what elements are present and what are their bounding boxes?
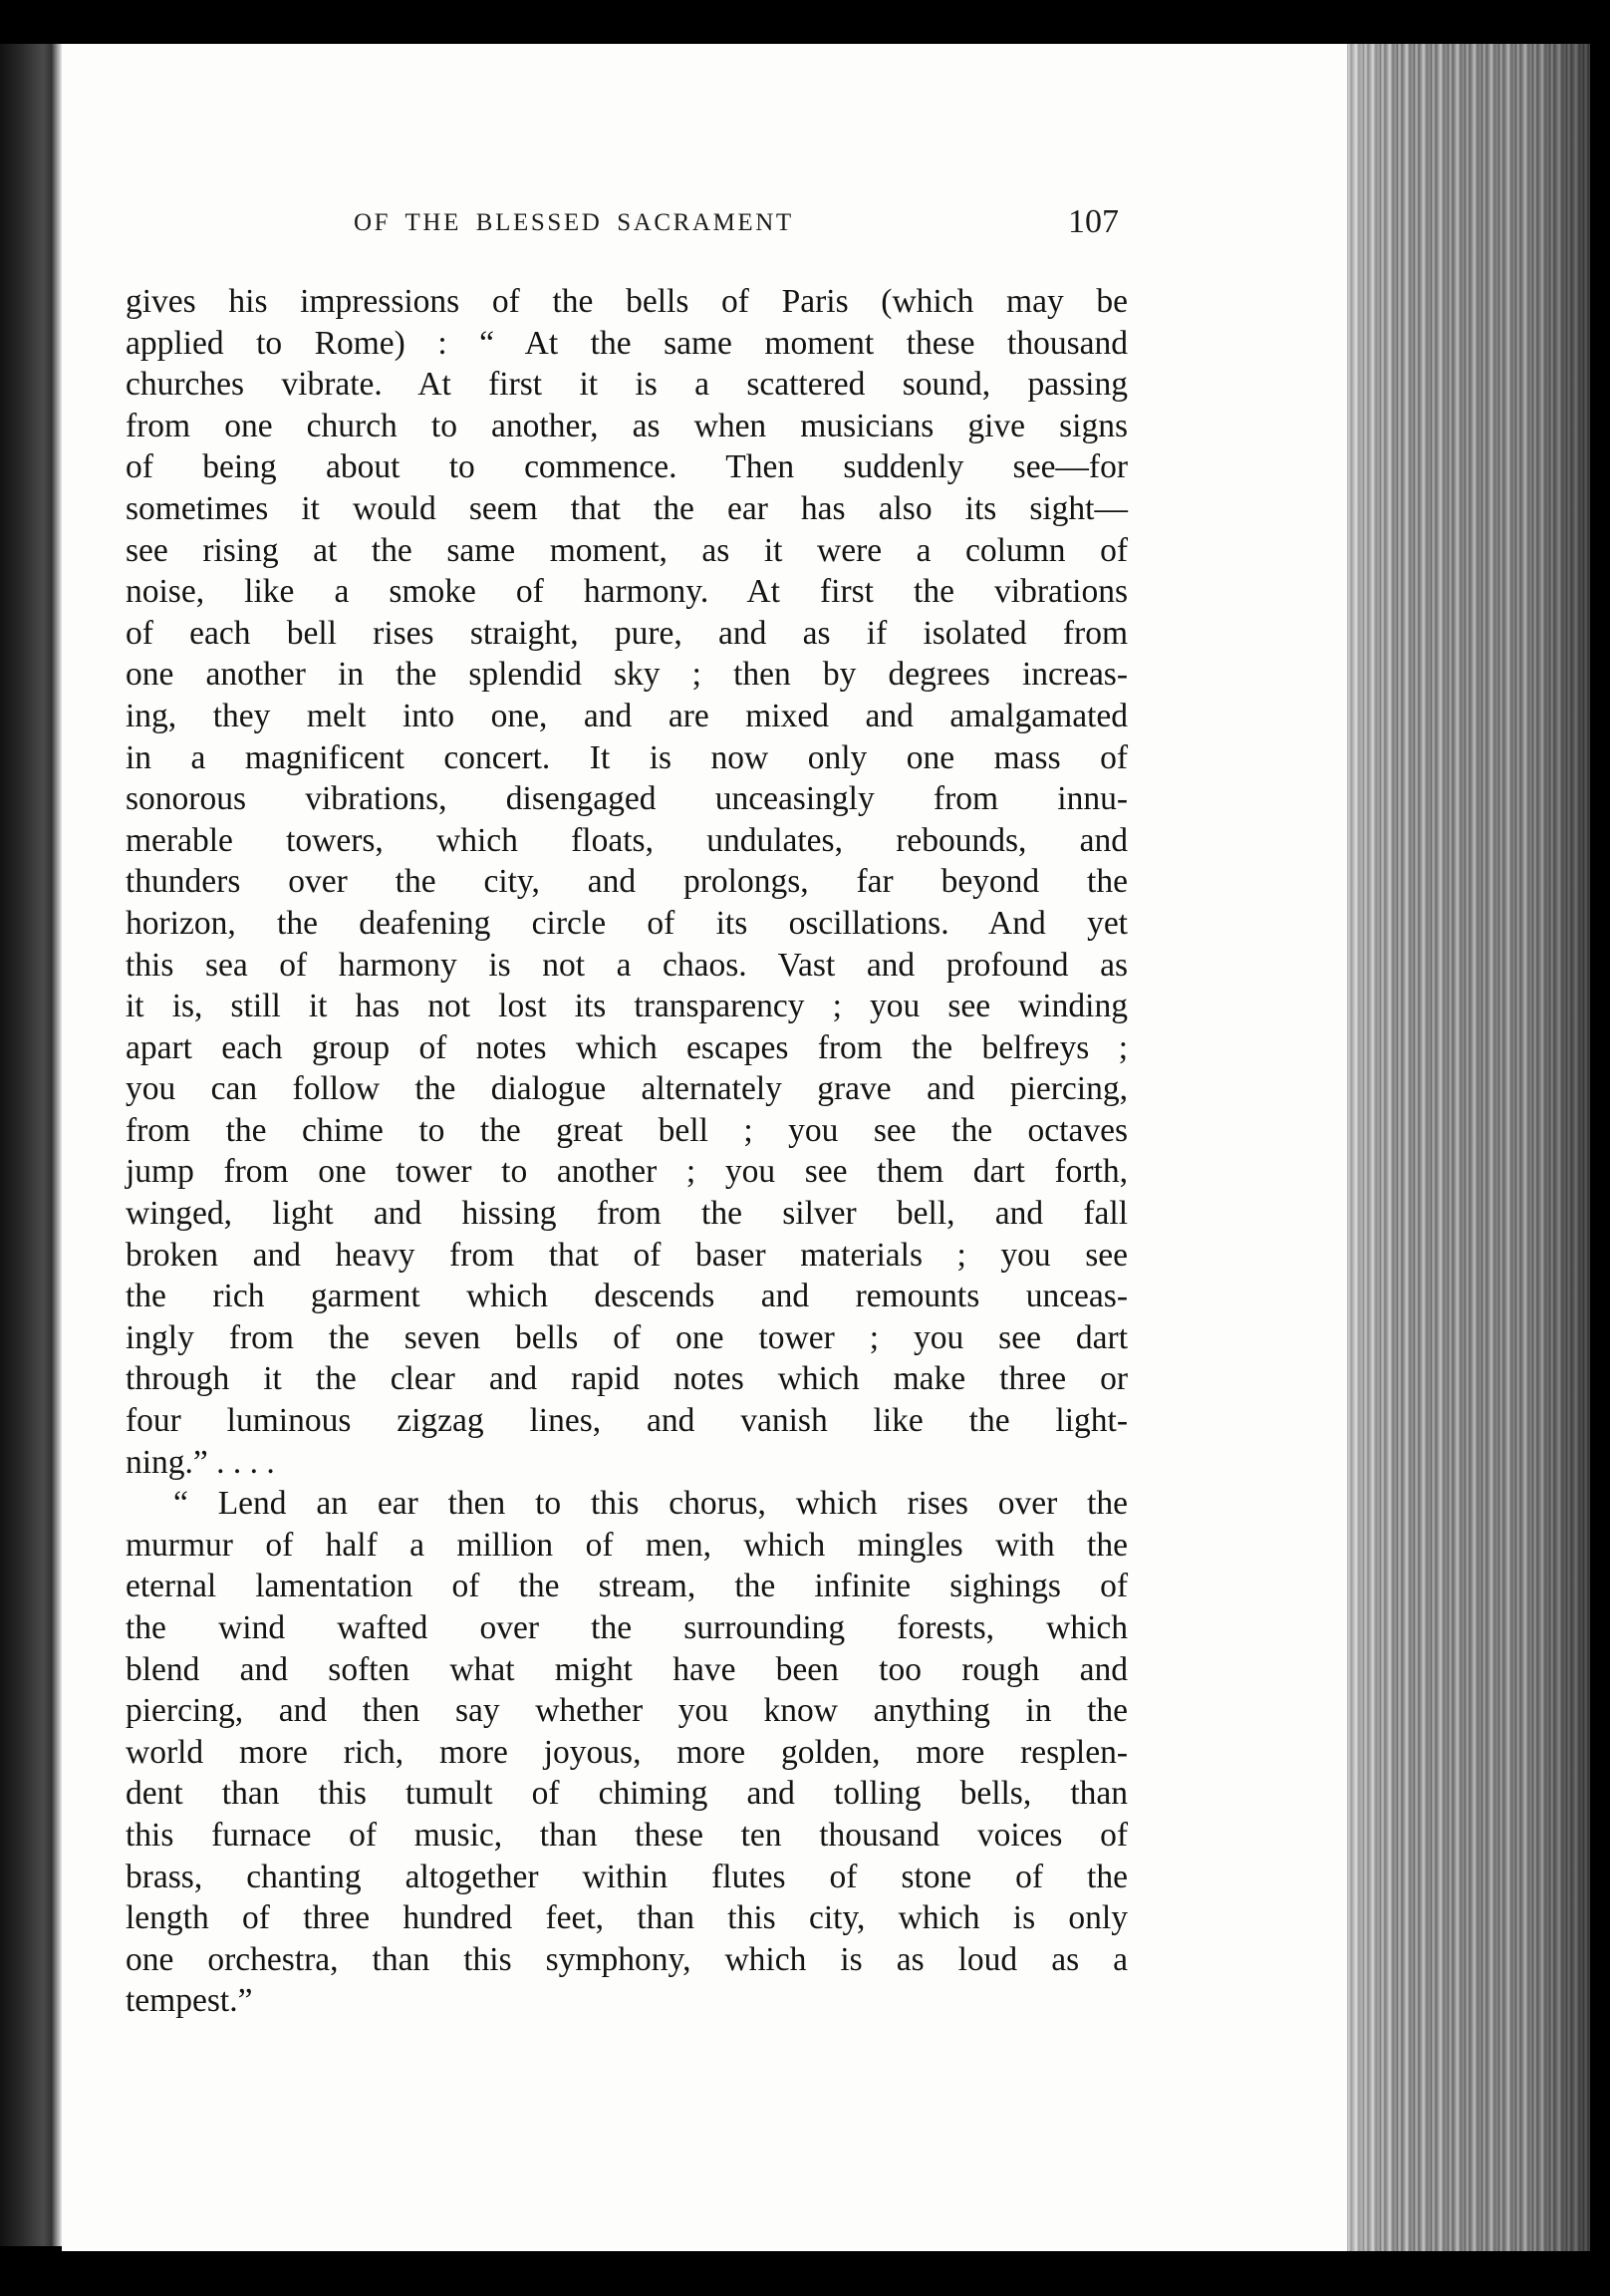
text-line: horizon, the deafening circle of its oscillations. And yet [126,904,1128,942]
text-line: this furnace of music, than these ten thousand voices of [126,1816,1128,1854]
text-line: the wind wafted over the surrounding forests, which [126,1609,1128,1646]
text-line: ing, they melt into one, and are mixed and amalgamated [126,697,1128,734]
text-line: eternal lamentation of the stream, the infinite sighings of [126,1568,1128,1605]
text-line: broken and heavy from that of baser materials ; you see [126,1236,1128,1274]
text-line: winged, light and hissing from the silver bell, and fall [126,1195,1128,1233]
text-line: piercing, and then say whether you know anything in the [126,1692,1128,1730]
text-line: one orchestra, than this symphony, which is as loud as a [126,1940,1128,1978]
text-line: of each bell rises straight, pure, and as if isolated from [126,614,1128,652]
running-head: OF THE BLESSED SACRAMENT [354,209,794,236]
text-line: noise, like a smoke of harmony. At first the vibrations [126,573,1128,611]
text-line: you can follow the dialogue alternately grave and piercing, [126,1070,1128,1108]
text-line: of being about to commence. Then suddenly see—for [126,448,1128,486]
text-line: gives his impressions of the bells of Paris (which may be [126,283,1128,320]
text-line: brass, chanting altogether within flutes of stone of the [126,1858,1128,1895]
text-line: thunders over the city, and prolongs, far beyond the [126,863,1128,901]
text-line: world more rich, more joyous, more golden, more resplen- [126,1733,1128,1771]
text-line: it is, still it has not lost its transparency ; you see winding [126,988,1128,1025]
text-line: this sea of harmony is not a chaos. Vast and profound as [126,946,1128,984]
text-line: ingly from the seven bells of one tower ; you see dart [126,1318,1128,1356]
page-header [354,203,1141,249]
text-line: murmur of half a million of men, which mingles with the [126,1526,1128,1564]
text-line: merable towers, which floats, undulates, rebounds, and [126,821,1128,859]
text-line: length of three hundred feet, than this city, which is only [126,1899,1128,1937]
text-line: ning.” . . . . [126,1443,275,1481]
text-line: churches vibrate. At first it is a scattered sound, passing [126,366,1128,404]
text-line: from the chime to the great bell ; you see the octaves [126,1111,1128,1149]
text-line: the rich garment which descends and remounts unceas- [126,1278,1128,1315]
text-line: jump from one tower to another ; you see them dart forth, [126,1153,1128,1191]
text-line: “ Lend an ear then to this chorus, which rises over the [173,1485,1128,1523]
text-line: sometimes it would seem that the ear has also its sight— [126,489,1128,527]
text-line: see rising at the same moment, as it were a column of [126,531,1128,569]
text-line: apart each group of notes which escapes from the belfreys ; [126,1028,1128,1066]
text-line: one another in the splendid sky ; then by degrees increas- [126,656,1128,694]
text-line: sonorous vibrations, disengaged unceasingly from innu- [126,780,1128,818]
text-line: blend and soften what might have been too rough and [126,1650,1128,1688]
text-line: four luminous zigzag lines, and vanish like the light- [126,1402,1128,1440]
text-line: through it the clear and rapid notes which make three or [126,1360,1128,1398]
text-line: from one church to another, as when musicians give signs [126,407,1128,444]
text-line: in a magnificent concert. It is now only one mass of [126,738,1128,776]
text-line: tempest.” [126,1982,253,2020]
text-line: applied to Rome) : “ At the same moment these thousand [126,324,1128,362]
body-text [126,281,1128,2022]
page-block-edge [1347,44,1590,2251]
text-line: dent than this tumult of chiming and tolling bells, than [126,1775,1128,1813]
page-number: 107 [1068,203,1119,240]
book-binding-edge [0,44,62,2246]
